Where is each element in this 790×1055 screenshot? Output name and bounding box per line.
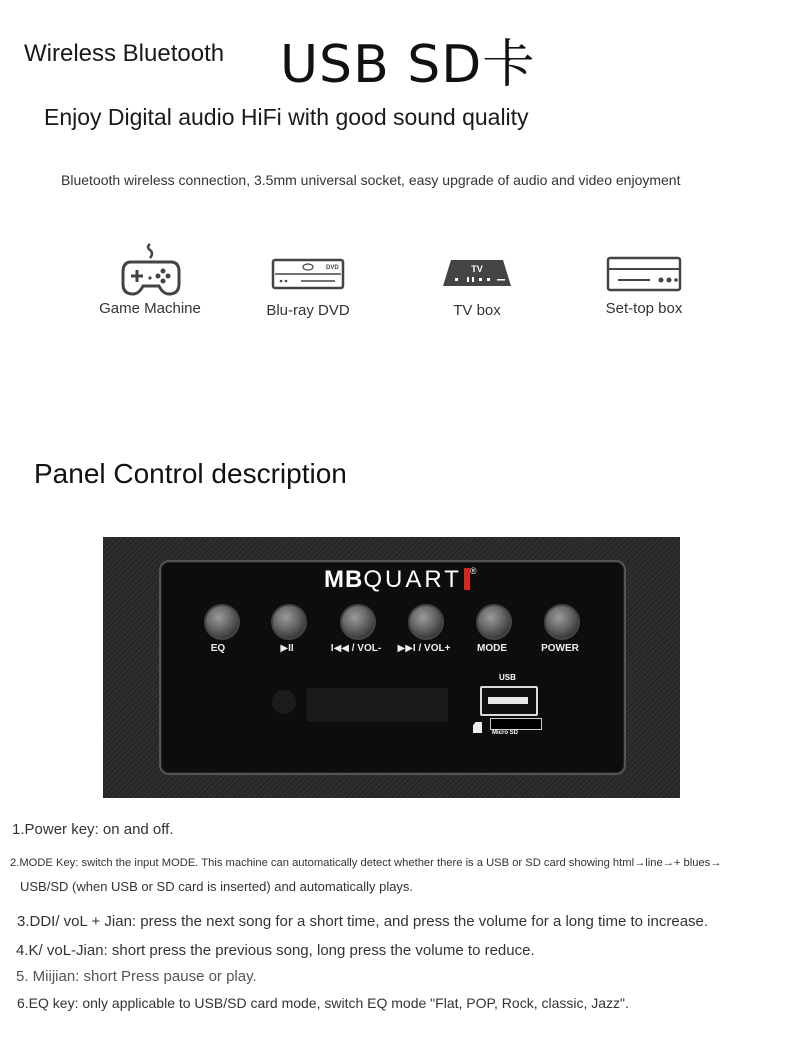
device-set-top-box [586, 254, 702, 317]
brand-logo-light: QUART [363, 566, 462, 593]
device-blu-ray-dvd [250, 254, 366, 319]
device-game-machine [90, 240, 210, 317]
brand-registered: ® [469, 566, 478, 576]
dvd-badge: DVD [326, 265, 339, 271]
usb-label: USB [499, 673, 516, 682]
dvd-player-icon [271, 254, 345, 292]
brand-logo-bold: MB [324, 566, 364, 593]
play-pause-label: ▶II [280, 643, 294, 654]
eq-knob[interactable] [204, 604, 240, 640]
led-display [306, 688, 448, 722]
eq-label: EQ [210, 643, 226, 654]
next-vol-up-knob[interactable] [408, 604, 444, 640]
next-vol-up-label: ▶▶I / VOL+ [397, 643, 451, 654]
micro-sd-slot[interactable] [490, 718, 542, 730]
heading-usb-sd: USB SD卡 [280, 35, 536, 95]
bluetooth-description: Bluetooth wireless connection, 3.5mm universal socket, easy upgrade of audio and video enjoyment [61, 172, 681, 188]
play-pause-knob[interactable] [271, 604, 307, 640]
mode-knob[interactable] [476, 604, 512, 640]
set-top-box-icon [606, 254, 682, 294]
description-prev-vol-down: 4.K/ voL-Jian: short press the previous song, long press the volume to reduce. [16, 942, 535, 959]
description-power: 1.Power key: on and off. [12, 821, 174, 838]
micro-sd-label: Micro SD [492, 730, 519, 736]
description-play-pause: 5. Miijian: short Press pause or play. [16, 968, 257, 985]
power-label: POWER [541, 643, 579, 654]
tv-box-icon [441, 256, 513, 292]
panel-title: Panel Control description [34, 458, 347, 489]
usb-port[interactable] [480, 686, 538, 716]
ir-sensor [272, 690, 296, 714]
description-eq: 6.EQ key: only applicable to USB/SD card mode, switch EQ mode "Flat, POP, Rock, classic, Jazz". [17, 995, 629, 1011]
description-mode: 2.MODE Key: switch the input MODE. This machine can automatically detect whether there is a USB or SD card showing html→line→+ blues→ [10, 857, 722, 869]
prev-vol-down-knob[interactable] [340, 604, 376, 640]
mode-label: MODE [477, 643, 507, 654]
description-mode-cont: USB/SD (when USB or SD card is inserted) and automatically plays. [20, 879, 414, 894]
description-next-vol-up: 3.DDI/ voL + Jian: press the next song for a short time, and press the volume for a long time to increase. [17, 913, 709, 930]
heading-enjoy-hifi: Enjoy Digital audio HiFi with good sound quality [44, 104, 529, 130]
gamepad-icon [119, 240, 181, 298]
device-label: Set-top box [605, 300, 683, 317]
brand-logo [324, 566, 478, 594]
device-label: TV box [453, 302, 501, 319]
heading-wireless-bluetooth: Wireless Bluetooth [24, 40, 225, 67]
tv-badge: TV [471, 264, 483, 274]
power-knob[interactable] [544, 604, 580, 640]
device-label: Blu-ray DVD [266, 302, 350, 319]
device-label: Game Machine [99, 300, 201, 317]
prev-vol-down-label: I◀◀ / VOL- [330, 643, 382, 654]
device-tv-box [420, 256, 534, 319]
sd-card-icon [473, 722, 482, 733]
